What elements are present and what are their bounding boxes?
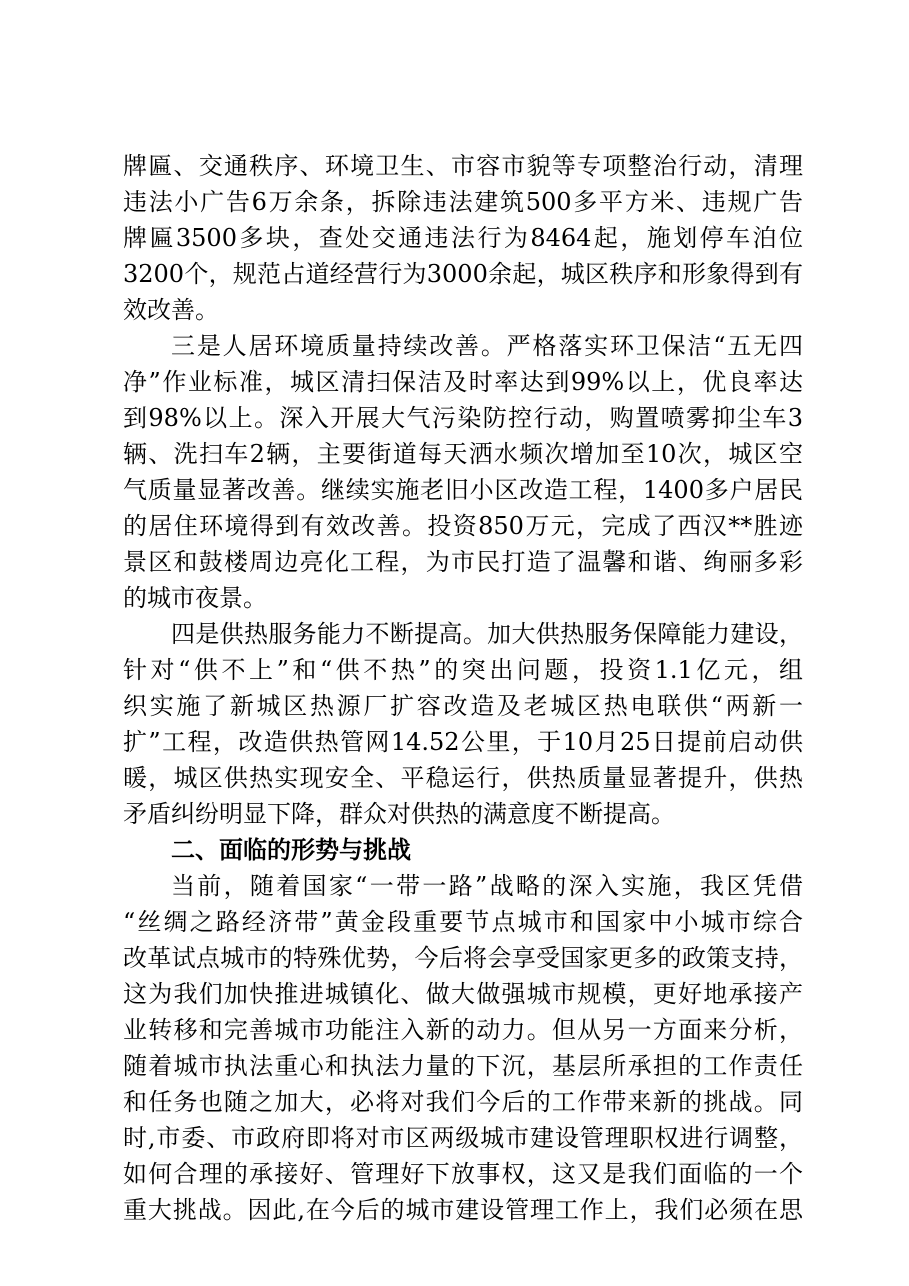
- text-line: 和任务也随之加大，必将对我们今后的工作带来新的挑战。同: [123, 1088, 803, 1116]
- text-line: 四是供热服务能力不断提高。加大供热服务保障能力建设，: [171, 620, 803, 648]
- text-line: 的居住环境得到有效改善。投资850万元，完成了西汉**胜迹: [123, 512, 803, 540]
- text-line: 3200个，规范占道经营行为3000余起，城区秩序和形象得到有: [123, 260, 803, 288]
- text-line: 效改善。: [123, 296, 219, 324]
- text-line: 到98%以上。深入开展大气污染防控行动，购置喷雾抑尘车3: [123, 404, 803, 432]
- text-line: 违法小广告6万余条，拆除违法建筑500多平方米、违规广告: [123, 188, 803, 216]
- text-line: 扩”工程，改造供热管网14.52公里，于10月25日提前启动供: [123, 728, 803, 756]
- text-line: 的城市夜景。: [123, 584, 267, 612]
- text-line: 重大挑战。因此,在今后的城市建设管理工作上，我们必须在思: [123, 1196, 803, 1224]
- text-line: 针对“供不上”和“供不热”的突出问题，投资1.1亿元，组: [123, 656, 803, 684]
- text-line: 牌匾3500多块，查处交通违法行为8464起，施划停车泊位: [123, 224, 803, 252]
- text-line: 随着城市执法重心和执法力量的下沉，基层所承担的工作责任: [123, 1052, 803, 1080]
- text-line: 三是人居环境质量持续改善。严格落实环卫保洁“五无四: [171, 332, 803, 360]
- text-line: 气质量显著改善。继续实施老旧小区改造工程，1400多户居民: [123, 476, 803, 504]
- text-line: 辆、洗扫车2辆，主要街道每天洒水频次增加至10次，城区空: [123, 440, 803, 468]
- text-line: “丝绸之路经济带”黄金段重要节点城市和国家中小城市综合: [123, 908, 803, 936]
- text-line: 这为我们加快推进城镇化、做大做强城市规模，更好地承接产: [123, 980, 803, 1008]
- text-line: 如何合理的承接好、管理好下放事权，这又是我们面临的一个: [123, 1160, 803, 1188]
- text-line: 牌匾、交通秩序、环境卫生、市容市貌等专项整治行动，清理: [123, 152, 803, 180]
- text-line: 矛盾纠纷明显下降，群众对供热的满意度不断提高。: [123, 800, 675, 828]
- text-line: 业转移和完善城市功能注入新的动力。但从另一方面来分析，: [123, 1016, 803, 1044]
- text-line: 时,市委、市政府即将对市区两级城市建设管理职权进行调整，: [123, 1124, 803, 1152]
- text-line: 暖，城区供热实现安全、平稳运行，供热质量显著提升，供热: [123, 764, 803, 792]
- text-line: 景区和鼓楼周边亮化工程，为市民打造了温馨和谐、绚丽多彩: [123, 548, 803, 576]
- text-line: 改革试点城市的特殊优势，今后将会享受国家更多的政策支持，: [123, 944, 803, 972]
- section-heading: 二、面临的形势与挑战: [171, 836, 411, 864]
- text-line: 当前，随着国家“一带一路”战略的深入实施，我区凭借: [171, 872, 803, 900]
- text-line: 净”作业标准，城区清扫保洁及时率达到99%以上，优良率达: [123, 368, 803, 396]
- text-line: 织实施了新城区热源厂扩容改造及老城区热电联供“两新一: [123, 692, 803, 720]
